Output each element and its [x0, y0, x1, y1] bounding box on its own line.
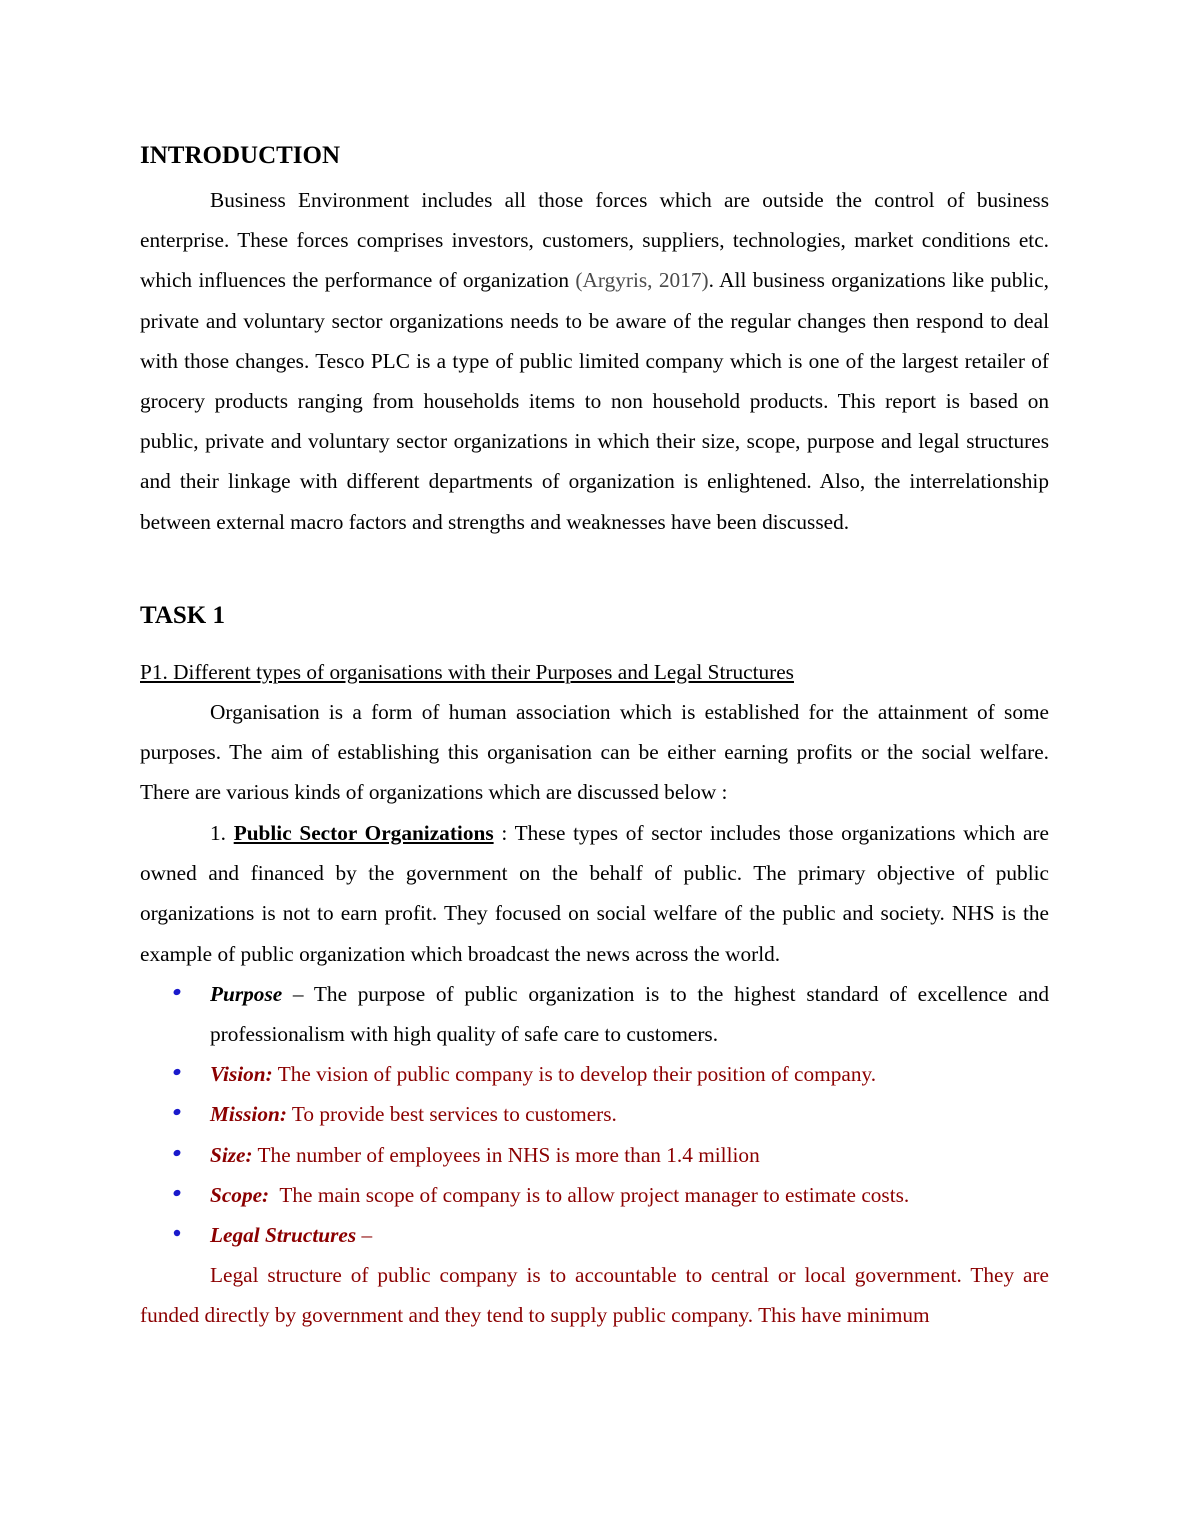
bullet-label: Mission:	[210, 1102, 287, 1126]
bullet-size-text	[210, 1135, 1049, 1175]
bullet-body: To provide best services to customers.	[286, 1102, 617, 1126]
task1-heading: TASK 1	[140, 602, 225, 629]
bullet-label: Legal Structures	[210, 1223, 357, 1247]
citation: (Argyris, 2017)	[575, 268, 709, 293]
introduction-heading: INTRODUCTION	[140, 142, 341, 169]
bullet-label: Size:	[210, 1143, 253, 1167]
introduction-paragraph	[140, 180, 1049, 542]
bullet-dot-icon	[173, 1068, 181, 1076]
bullet-label: Purpose	[210, 982, 283, 1006]
p1-subheading: P1. Different types of organisations with their Purposes and Legal Structures	[140, 660, 794, 684]
bullet-dot-icon	[173, 988, 181, 996]
bullet-mission-text	[210, 1094, 1049, 1134]
public-sector-text: : These types of sector includes those organizations which are owned and financed by the government on the behalf of public. The primary objective of public organizations is not to earn profit. They focused on social welfare of the public and society. NHS is the example of public organization which broadcast the news across the world.	[140, 821, 1049, 966]
bullet-body: The main scope of company is to allow project manager to estimate costs.	[269, 1183, 910, 1207]
introduction-text-a: Business Environment includes all those forces which are outside the control of business enterprise. These forces comprises investors, customers, suppliers, technologies, market conditions etc. which influences the performance of organization	[140, 188, 1049, 293]
bullet-legal-text	[210, 1215, 1049, 1255]
legal-structure-paragraph: Legal structure of public company is to accountable to central or local government. They are funded directly by government and they tend to supply public company. This have minimum	[140, 1263, 1049, 1328]
bullet-purpose-text	[210, 974, 1049, 1054]
bullet-label: Scope:	[210, 1183, 270, 1207]
organisation-paragraph: Organisation is a form of human association which is established for the attainment of some purposes. The aim of establishing this organisation can be either earning profits or the social welfare. There are various kinds of organizations which are discussed below :	[140, 700, 1049, 805]
bullet-label: Vision:	[210, 1062, 273, 1086]
bullet-body: The vision of public company is to develop their position of company.	[272, 1062, 877, 1086]
bullet-dot-icon	[173, 1189, 181, 1197]
bullet-body: –	[356, 1223, 373, 1247]
bullet-dot-icon	[173, 1108, 181, 1116]
list-number: 1.	[210, 821, 234, 845]
introduction-text-b: . All business organizations like public, private and voluntary sector organizations needs to be aware of the regular changes then respond to deal with those changes. Tesco PLC is a type of public limited company which is one of the largest retailer of grocery products ranging from households items to non household products. This report is based on public, private and voluntary sector organizations in which their size, scope, purpose and legal structures and their linkage with different departments of organization is enlightened. Also, the interrelationship between external macro factors and strengths and weaknesses have been discussed.	[140, 268, 1049, 534]
public-sector-title: Public Sector Organizations	[233, 821, 494, 845]
bullet-body: – The purpose of public organization is to the highest standard of excellence and professionalism with high quality of safe care to customers.	[210, 982, 1049, 1047]
bullet-dot-icon	[173, 1229, 181, 1237]
bullet-dot-icon	[173, 1149, 181, 1157]
public-sector-paragraph	[140, 813, 1049, 974]
bullet-vision-text	[210, 1054, 1049, 1094]
bullet-scope-text	[210, 1175, 1049, 1215]
bullet-body: The number of employees in NHS is more than 1.4 million	[252, 1143, 760, 1167]
